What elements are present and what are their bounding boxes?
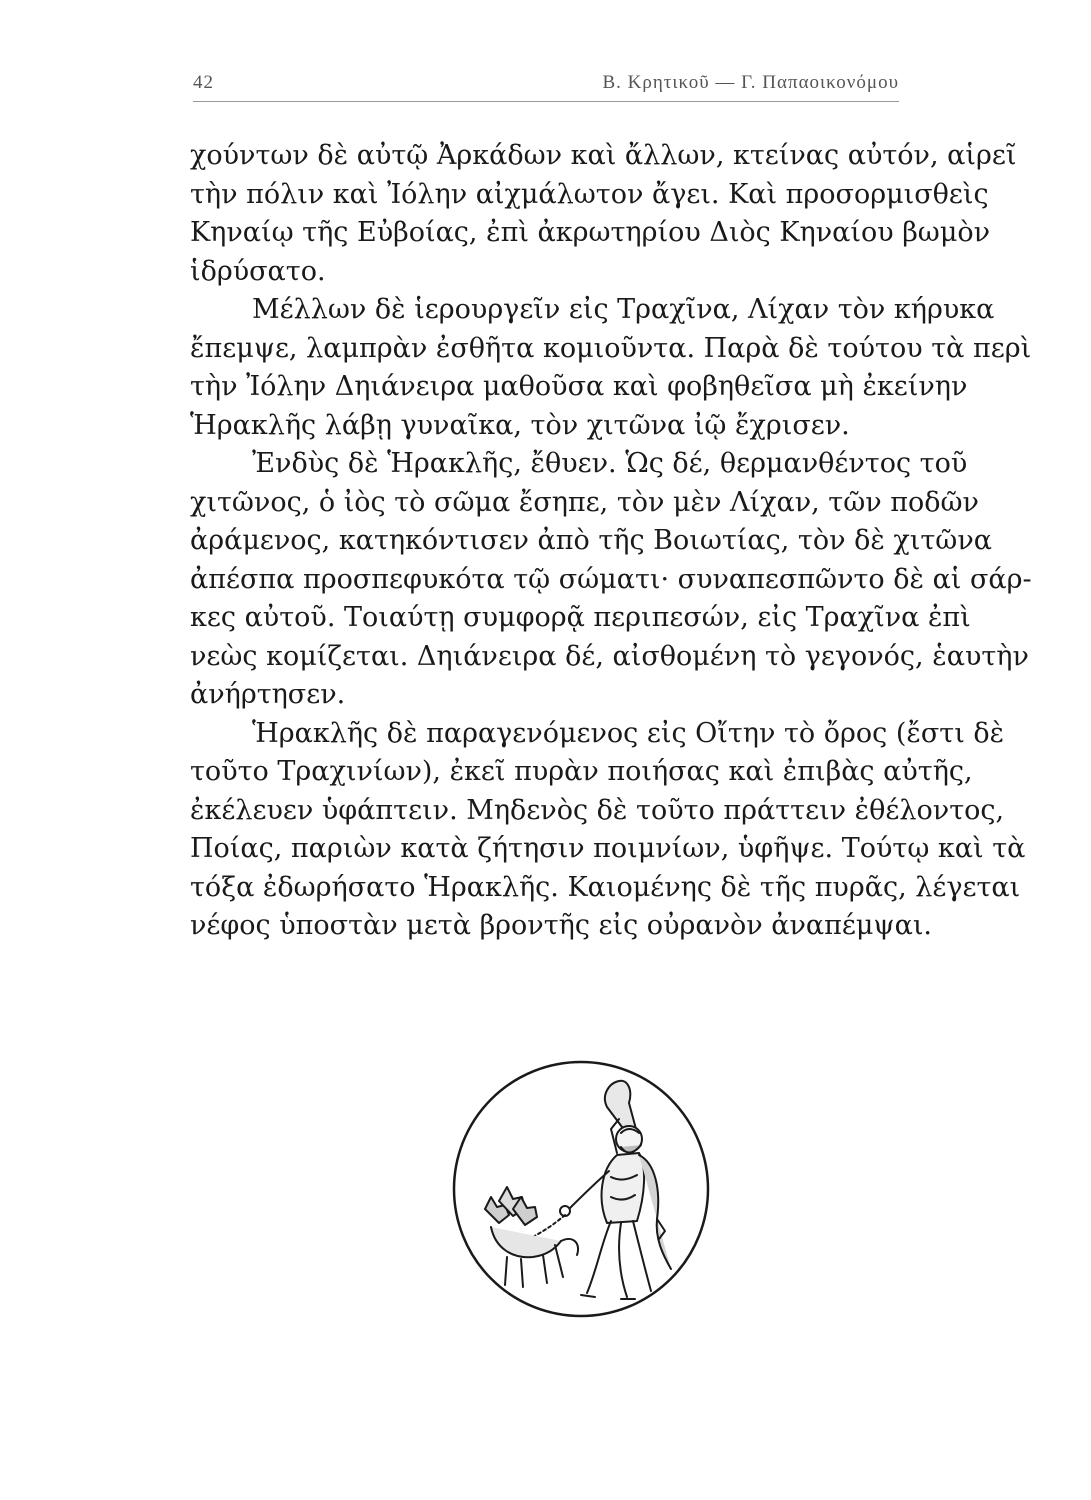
text-line: τὴν πόλιν καὶ Ἰόλην αἰχμάλωτον ἄγει. Καὶ προσορμισθεὶς [190, 178, 989, 210]
heracles-cerberus-medallion-icon [451, 1059, 711, 1319]
body-text [190, 137, 1032, 946]
text-line: χιτῶνος, ὁ ἰὸς τὸ σῶμα ἔσηπε, τὸν μὲν Λίχαν, τῶν ποδῶν [190, 486, 979, 518]
text-line: ἔπεμψε, λαμπρὰν ἐσθῆτα κομιοῦντα. Παρὰ δὲ τούτου τὰ περὶ [190, 332, 1032, 364]
text-line: τόξα ἐδωρήσατο Ἡρακλῆς. Καιομένης δὲ τῆς πυρᾶς, λέγεται [190, 871, 1021, 903]
text-line: ἀνήρτησεν. [190, 679, 346, 710]
header-rule [193, 101, 899, 102]
page-number: 42 [193, 72, 214, 93]
text-line: Ποίας, παριὼν κατὰ ζήτησιν ποιμνίων, ὑφῆψε. Τούτῳ καὶ τὰ [190, 833, 1026, 864]
text-line: χούντων δὲ αὐτῷ Ἀρκάδων καὶ ἄλλων, κτείνας αὐτόν, αἱρεῖ [190, 140, 1017, 171]
text-line: Ἡρακλῆς δὲ παραγενόμενος εἰς Οἴτην τὸ ὄρος (ἔστι δὲ [252, 717, 1005, 749]
text-line: νέφος ὑποστὰν μετὰ βροντῆς εἰς οὐρανὸν ἀναπέμψαι. [190, 910, 932, 941]
text-line: κες αὐτοῦ. Τοιαύτῃ συμφορᾷ περιπεσών, εἰς Τραχῖνα ἐπὶ [190, 602, 971, 633]
text-line: τὴν Ἰόλην Δηιάνειρα μαθοῦσα καὶ φοβηθεῖσα μὴ ἐκείνην [190, 371, 968, 402]
text-line: τοῦτο Τραχινίων), ἐκεῖ πυρὰν ποιήσας καὶ ἐπιβὰς αὐτῆς, [190, 756, 973, 787]
text-line: νεὼς κομίζεται. Δηιάνειρα δέ, αἰσθομένη τὸ γεγονός, ἑαυτὴν [190, 640, 1029, 672]
text-line: Ἡρακλῆς λάβῃ γυναῖκα, τὸν χιτῶνα ἰῷ ἔχρισεν. [190, 409, 850, 441]
running-head [193, 70, 899, 100]
text-line: ἐκέλευεν ὑφάπτειν. Μηδενὸς δὲ τοῦτο πράττειν ἐθέλοντος, [190, 794, 1005, 826]
text-line: Μέλλων δὲ ἱερουργεῖν εἰς Τραχῖνα, Λίχαν τὸν κήρυκα [252, 294, 995, 325]
text-line: ἀπέσπα προσπεφυκότα τῷ σώματι· συναπεσπῶντο δὲ αἱ σάρ- [190, 563, 1032, 595]
text-line: Κηναίῳ τῆς Εὐβοίας, ἐπὶ ἀκρωτηρίου Διὸς Κηναίου βωμὸν [190, 217, 991, 248]
text-line: ἱδρύσατο. [190, 255, 326, 287]
running-head-authors: Β. Κρητικοῦ — Γ. Παπαοικονόμου [602, 72, 899, 93]
text-line: Ἐνδὺς δὲ Ἡρακλῆς, ἔθυεν. Ὡς δέ, θερμανθέντος τοῦ [252, 448, 968, 479]
text-line: ἀράμενος, κατηκόντισεν ἀπὸ τῆς Βοιωτίας, τὸν δὲ χιτῶνα [190, 525, 992, 556]
